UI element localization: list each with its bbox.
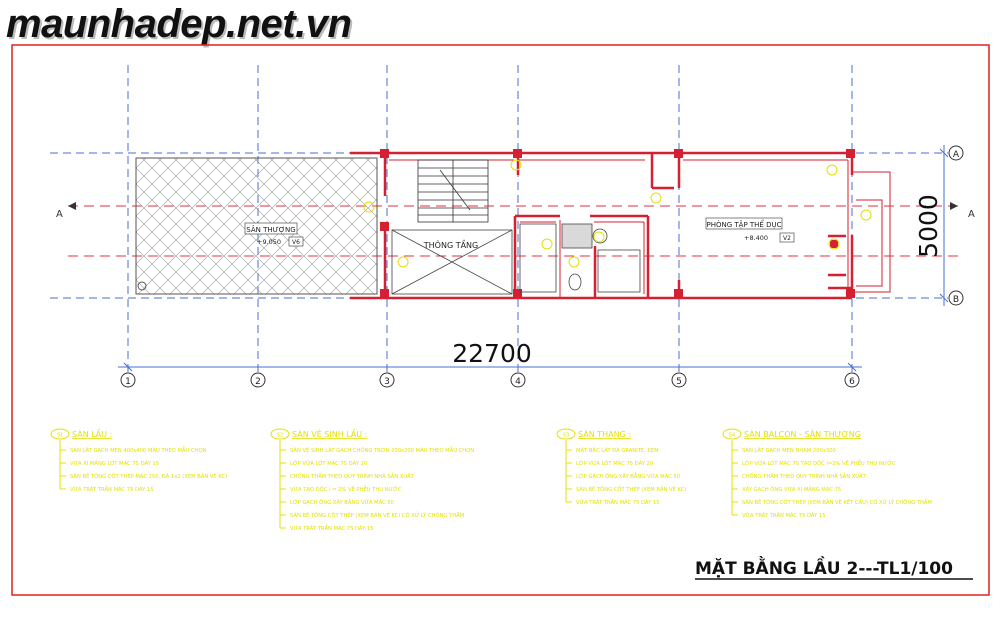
note-code: S1 — [56, 432, 64, 439]
grid-bubble-col-6 — [845, 373, 859, 387]
note-line: VỮA TRÁT TRẦN MÁC 75 DÀY 15 — [576, 500, 660, 506]
grid-label: 1 — [125, 377, 131, 387]
note-title: SÀN VỆ SINH LẦU : — [292, 430, 368, 439]
terrace-level: +9.050 — [257, 238, 282, 246]
material-notes — [51, 427, 932, 532]
staircase — [418, 160, 488, 222]
note-line: SÀN BÊ TÔNG CỐT THÉP (XEM BẢN VẼ KC) CÓ XỬ LÝ CHỐNG THẤM — [290, 513, 465, 519]
note-title: SÀN BALCON - SÂN THƯỢNG — [744, 430, 861, 439]
note-line: SÀN BÊ TÔNG CỐT THÉP (XEM BẢN VẼ KẾT CẤU) CÓ XỬ LÝ CHỐNG THẤM — [742, 500, 932, 506]
note-line: SÀN BÊ TÔNG CỐT THÉP MÁC 250, ĐÁ 1x2 (XEM BẢN VẼ KC) — [70, 474, 228, 480]
section-mark-left: A — [56, 209, 63, 220]
note-line: MẶT BẬC LÁT ĐÁ GRANITE, KEM — [576, 448, 659, 454]
note-line: VỮA TẠO DỐC i = 2% VỀ PHỄU THU NƯỚC — [290, 487, 402, 493]
grid-label: 3 — [384, 377, 390, 387]
note-code: S4 — [728, 432, 736, 439]
note-line: VỮA TRÁT TRẦN MÁC 75 DÀY 15 — [70, 487, 154, 493]
grid-bubble-col-4 — [511, 373, 525, 387]
grid-label: B — [952, 295, 960, 305]
note-line: VỮA XI MĂNG LÓT MÁC 75 DÀY 15 — [70, 461, 160, 467]
gym-tag: V2 — [783, 235, 791, 242]
note-code: S2 — [276, 432, 284, 439]
note-line: LỚP VỮA LÓT MÁC 75 DÀY 20 — [576, 461, 654, 467]
note-title: SÀN THANG : — [578, 430, 632, 439]
note-line: LỚP VỮA LÓT MÁC 75 TẠO DỐC i=2% VỀ PHỄU THU NƯỚC — [742, 461, 896, 467]
note-title: SÀN LẦU : — [72, 430, 113, 439]
structural-columns — [380, 149, 855, 298]
grid-label: 5 — [676, 377, 682, 387]
note-line: LỚP GẠCH ỐNG XÂY BẰNG VỮA MÁC 50 — [576, 474, 680, 480]
grid-bubble-col-3 — [380, 373, 394, 387]
gym-name: PHÒNG TẬP THỂ DỤC — [706, 221, 782, 229]
note-line: SÀN LÁT GẠCH MEN 400x400 MÀU THEO MẪU CHỌN — [70, 448, 207, 454]
note-line: VỮA TRÁT TRẦN MÁC 75 DÀY 15 — [290, 526, 374, 532]
note-block-2 — [271, 427, 474, 532]
grid-bubble-row-A — [949, 146, 963, 160]
gym-level: +8.400 — [744, 234, 769, 242]
grid-label: A — [952, 150, 960, 160]
terrace-tag: V6 — [292, 239, 300, 246]
terrace-name: SÂN THƯỢNG — [246, 226, 296, 234]
grid-bubble-col-2 — [251, 373, 265, 387]
note-line: SÀN VỆ SINH LÁT GẠCH CHỐNG TRƠN 200x200 MÀU THEO MẪU CHỌN — [290, 448, 475, 454]
section-mark-right: A — [968, 209, 975, 220]
note-line: XÂY GẠCH ỐNG VỮA XI MĂNG MÁC 75 — [742, 487, 842, 493]
note-line: VỮA TRÁT TRẦN MÁC 75 DÀY 15 — [742, 513, 826, 519]
inner-walls — [389, 160, 890, 298]
note-line: LỚP GẠCH ỐNG XÂY BẰNG VỮA MÁC 50 — [290, 500, 394, 506]
note-line: SÀN LÁT GẠCH MEN NHÁM 200x300 — [742, 448, 836, 454]
void-name: THÔNG TẦNG — [423, 241, 479, 250]
note-line: SÀN BÊ TÔNG CỐT THÉP (XEM BẢN VẼ KC) — [576, 487, 687, 493]
section-arrow-left — [68, 202, 76, 210]
note-line: LỚP VỮA LÓT MÁC 75 DÀY 20 — [290, 461, 368, 467]
note-block-3 — [557, 428, 686, 506]
note-line: CHỐNG THẤM THEO QUY TRÌNH NHÀ SẢN XUẤT — [290, 474, 414, 480]
note-block-4 — [723, 428, 932, 519]
grid-bubble-row-B — [949, 291, 963, 305]
grid-label: 6 — [849, 377, 855, 387]
grid-label: 2 — [255, 377, 261, 387]
note-line: CHỐNG THẤM THEO QUY TRÌNH NHÀ SẢN XUẤT — [742, 474, 866, 480]
dimension-length: 22700 — [452, 339, 532, 368]
void-area — [392, 230, 512, 294]
section-arrow-right — [950, 202, 958, 210]
drawing-frame — [12, 45, 989, 595]
note-code: S3 — [562, 432, 570, 439]
grid-bubble-col-1 — [121, 373, 135, 387]
grid-bubble-col-5 — [672, 373, 686, 387]
drawing-title: MẶT BẰNG LẦU 2---TL1/100 — [695, 559, 953, 579]
site-brand-logo: maunhadep.net.vn — [6, 2, 352, 46]
grid-label: 4 — [515, 377, 521, 387]
note-block-1 — [51, 427, 227, 493]
toilet-fixtures — [520, 224, 640, 292]
dimension-width: 5000 — [914, 194, 943, 258]
